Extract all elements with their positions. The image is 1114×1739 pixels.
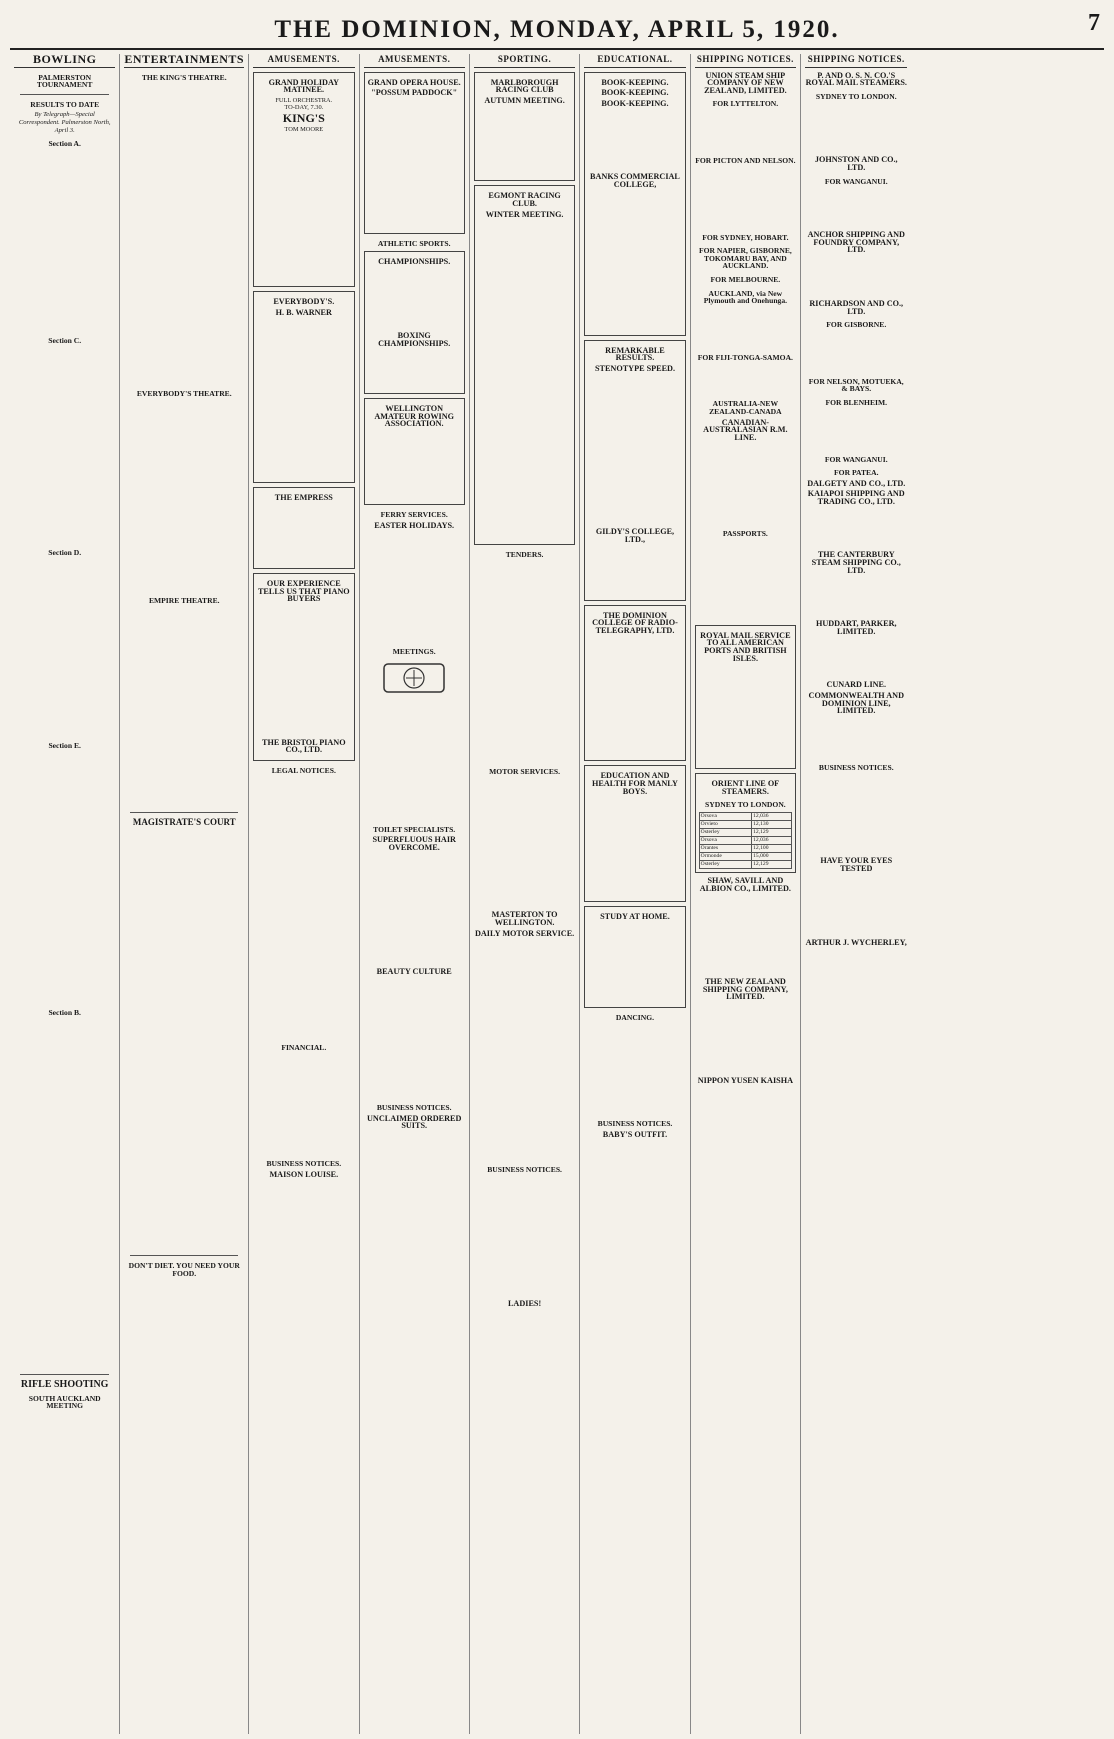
shaw-savill-title: SHAW, SAVILL AND ALBION CO., LIMITED. [699, 876, 791, 893]
bristol-piano-text: THE BRISTOL PIANO CO., LTD. [262, 737, 346, 755]
banks-college-title: BANKS COMMERCIAL COLLEGE, [590, 172, 680, 189]
championships-title: CHAMPIONSHIPS. [378, 257, 451, 267]
rifle-heading: RIFLE SHOOTING [20, 1379, 109, 1391]
tenders-heading: TENDERS. [505, 550, 544, 560]
kings-ad-title: KING'S [282, 110, 325, 125]
beauty-culture-title: BEAUTY CULTURE [376, 966, 452, 976]
everybodys-theatre-heading: EVERYBODY'S THEATRE. [136, 389, 232, 399]
column-sporting [470, 54, 580, 1734]
matinee-title: GRAND HOLIDAY MATINEE. [268, 77, 340, 95]
nelson-heading: FOR NELSON, MOTUEKA, & BAYS. [808, 376, 904, 394]
column-shipping-1 [691, 54, 801, 1734]
orient-line-title: ORIENT LINE OF STEAMERS. [711, 779, 780, 796]
motor-services-heading: MOTOR SERVICES. [489, 766, 561, 776]
masthead [10, 8, 1104, 50]
autumn-meeting-title: AUTUMN MEETING. [484, 95, 565, 105]
column-entertainments [120, 54, 249, 1734]
meetings-heading: MEETINGS. [392, 647, 436, 657]
orient-route: SYDNEY TO LONDON. [705, 800, 786, 810]
food-heading: DON'T DIET. YOU NEED YOUR FOOD. [128, 1260, 240, 1278]
auckland-heading: AUCKLAND, via New Plymouth and Onehunga. [703, 288, 788, 306]
business-notices-heading-2: BUSINESS NOTICES. [376, 1103, 452, 1113]
columns [10, 54, 1104, 1734]
business-notices-heading-4: BUSINESS NOTICES. [597, 1119, 673, 1129]
dateline: By Telegraph—Special Correspondent. Palmerston North, April 3. [18, 111, 111, 134]
huddart-title: HUDDART, PARKER, LIMITED. [815, 619, 897, 636]
amusements-heading-2: AMUSEMENTS. [364, 54, 465, 68]
union-company-title: UNION STEAM SHIP COMPANY OF NEW ZEALAND, LIMITED. [704, 70, 787, 95]
section-e-heading: Section E. [48, 740, 81, 750]
wanganui-heading-1: FOR WANGANUI. [824, 176, 888, 186]
business-notices-heading-3: BUSINESS NOTICES. [487, 1165, 562, 1175]
eyes-tested-title: HAVE YOUR EYES TESTED [820, 856, 893, 873]
sydney-hobart-heading: FOR SYDNEY, HOBART. [702, 232, 789, 242]
canterbury-title: THE CANTERBURY STEAM SHIPPING CO., LTD. [811, 550, 901, 575]
rowing-title: WELLINGTON AMATEUR ROWING ASSOCIATION. [374, 404, 455, 429]
ladies-title: LADIES! [507, 1298, 542, 1308]
remarkable-results-title: REMARKABLE RESULTS. [605, 345, 665, 363]
section-d-heading: Section D. [48, 548, 82, 558]
column-amusements-2 [360, 54, 470, 1734]
today-text: TO-DAY, 7.30. [284, 104, 324, 112]
table-row: Osterley 12,129 [699, 861, 791, 869]
lyttelton-heading: FOR LYTTELTON. [712, 99, 779, 109]
masterton-title: MASTERTON TO WELLINGTON. [491, 910, 558, 927]
unclaimed-suits-title: UNCLAIMED ORDERED SUITS. [367, 1113, 462, 1131]
stenotype-speed-title: STENOTYPE SPEED. [594, 363, 676, 373]
table-row: Ormonde 15,000 [699, 853, 791, 861]
bookkeeping-title-2: BOOK-KEEPING. [601, 88, 669, 98]
wanganui-heading-2: FOR WANGANUI. [824, 454, 888, 464]
egmont-title: EGMONT RACING CLUB. [488, 191, 561, 208]
dalgety-title: DALGETY AND CO., LTD. [807, 478, 906, 488]
section-c-heading: Section C. [48, 335, 82, 345]
orchestra-text: FULL ORCHESTRA. [275, 96, 333, 104]
table-row: Orvieto 12,130 [699, 821, 791, 829]
table-row: Orsova 12,036 [699, 837, 791, 845]
gisborne-heading: FOR GISBORNE. [826, 320, 887, 330]
rsa-emblem-icon [382, 660, 446, 696]
nz-shipping-title: THE NEW ZEALAND SHIPPING COMPANY, LIMITED. [702, 977, 788, 1002]
column-amusements-1 [249, 54, 359, 1734]
amusements-heading-1: AMUSEMENTS. [253, 54, 354, 68]
kaiapoi-title: KAIAPOI SHIPPING AND TRADING CO., LTD. [807, 489, 905, 506]
radio-college-title: THE DOMINION COLLEGE OF RADIO-TELEGRAPHY, LTD. [592, 610, 678, 635]
possum-paddock-title: "POSSUM PADDOCK" [371, 88, 458, 98]
business-notices-heading-1: BUSINESS NOTICES. [266, 1159, 342, 1169]
superfluous-hair-title: SUPERFLUOUS HAIR OVERCOME. [372, 835, 456, 852]
everybodys-ad-title: EVERYBODY'S. [273, 297, 335, 307]
orient-schedule-table [699, 812, 792, 869]
royal-mail-title: ROYAL MAIL SERVICE TO ALL AMERICAN PORTS AND BRITISH ISLES. [700, 630, 791, 663]
page-number: 7 [1088, 10, 1100, 36]
napier-heading: FOR NAPIER, GISBORNE, TOKOMARU BAY, AND AUCKLAND. [698, 246, 792, 271]
empire-theatre-heading: EMPIRE THEATRE. [148, 595, 220, 605]
section-b-heading: Section B. [48, 1007, 81, 1017]
shipping-heading-2: SHIPPING NOTICES. [805, 54, 907, 68]
cunard-title: CUNARD LINE. [826, 680, 887, 690]
babys-outfit-title: BABY'S OUTFIT. [602, 1129, 668, 1139]
blenheim-heading: FOR BLENHEIM. [825, 397, 888, 407]
racing-club-title: MARLBOROUGH RACING CLUB [490, 77, 559, 95]
shipping-heading-1: SHIPPING NOTICES. [695, 54, 796, 68]
passports-heading: PASSPORTS. [722, 529, 768, 539]
piano-ad-title: OUR EXPERIENCE TELLS US THAT PIANO BUYERS [257, 578, 350, 604]
daily-motor-title: DAILY MOTOR SERVICE. [474, 928, 575, 938]
column-educational [580, 54, 690, 1734]
fiji-heading: FOR FIJI-TONGA-SAMOA. [697, 352, 793, 362]
athletic-sports-heading: ATHLETIC SPORTS. [377, 238, 451, 248]
boxing-title: BOXING CHAMPIONSHIPS. [378, 330, 451, 348]
study-at-home-title: STUDY AT HOME. [600, 912, 670, 922]
bookkeeping-title-1: BOOK-KEEPING. [601, 77, 669, 87]
pando-title: P. AND O. S. N. CO.'S ROYAL MAIL STEAMERS. [805, 70, 907, 88]
table-row: Osterley 12,129 [699, 829, 791, 837]
tournament-heading: PALMERSTON TOURNAMENT [36, 72, 93, 90]
entertainments-heading: ENTERTAINMENTS [124, 52, 245, 66]
business-notices-heading-5: BUSINESS NOTICES. [818, 762, 894, 772]
column-bowling [10, 54, 120, 1734]
rifle-subheading: SOUTH AUCKLAND MEETING [28, 1393, 101, 1411]
winter-meeting-title: WINTER MEETING. [485, 209, 564, 219]
manly-boys-title: EDUCATION AND HEALTH FOR MANLY BOYS. [592, 771, 678, 796]
sporting-heading: SPORTING. [474, 54, 575, 68]
section-a-heading: Section A. [48, 139, 81, 149]
legal-notices-heading-1: LEGAL NOTICES. [271, 765, 336, 775]
nippon-yusen-title: NIPPON YUSEN KAISHA [697, 1076, 793, 1085]
magistrates-court-heading: MAGISTRATE'S COURT [132, 817, 236, 828]
table-row: Orantes 12,100 [699, 845, 791, 853]
gildys-college-title: GILDY'S COLLEGE, LTD., [595, 527, 675, 544]
johnston-title: JOHNSTON AND CO., LTD. [814, 155, 898, 172]
maison-louise-title: MAISON LOUISE. [269, 1169, 339, 1179]
cast-text: TOM MOORE [284, 125, 324, 133]
ferry-services-heading: FERRY SERVICES. [380, 509, 448, 519]
results-heading: RESULTS TO DATE [30, 99, 100, 109]
patea-heading: FOR PATEA. [834, 468, 879, 478]
bowling-heading: BOWLING [14, 54, 115, 68]
toilet-specialists-heading: TOILET SPECIALISTS. [373, 824, 456, 834]
page-title: THE DOMINION, MONDAY, APRIL 5, 1920. [274, 16, 840, 43]
canada-heading: AUSTRALIA-NEW ZEALAND-CANADA [709, 399, 782, 416]
educational-heading: EDUCATIONAL. [584, 54, 685, 68]
melbourne-heading: FOR MELBOURNE. [710, 274, 781, 284]
anchor-title: ANCHOR SHIPPING AND FOUNDRY COMPANY, LTD. [807, 230, 905, 255]
warner-name: H. B. WARNER [275, 307, 332, 317]
commonwealth-title: COMMONWEALTH AND DOMINION LINE, LIMITED. [808, 691, 904, 716]
column-shipping-2 [801, 54, 911, 1734]
canadian-line-title: CANADIAN-AUSTRALASIAN R.M. LINE. [703, 417, 788, 442]
richardson-title: RICHARDSON AND CO., LTD. [809, 298, 904, 316]
wycherley-title: ARTHUR J. WYCHERLEY, [805, 937, 907, 947]
opera-house-title: GRAND OPERA HOUSE. [367, 77, 461, 87]
picton-heading: FOR PICTON AND NELSON. [695, 155, 796, 165]
empress-ad-title: THE EMPRESS [274, 493, 333, 503]
bookkeeping-title-3: BOOK-KEEPING. [601, 98, 669, 108]
dancing-heading: DANCING. [615, 1012, 655, 1022]
table-row: Orsova 12,036 [699, 813, 791, 821]
easter-holidays-title: EASTER HOLIDAYS. [374, 520, 455, 530]
pando-route: SYDNEY TO LONDON. [815, 91, 897, 101]
kings-theatre-heading: THE KING'S THEATRE. [141, 72, 227, 82]
financial-heading: FINANCIAL. [281, 1042, 327, 1052]
